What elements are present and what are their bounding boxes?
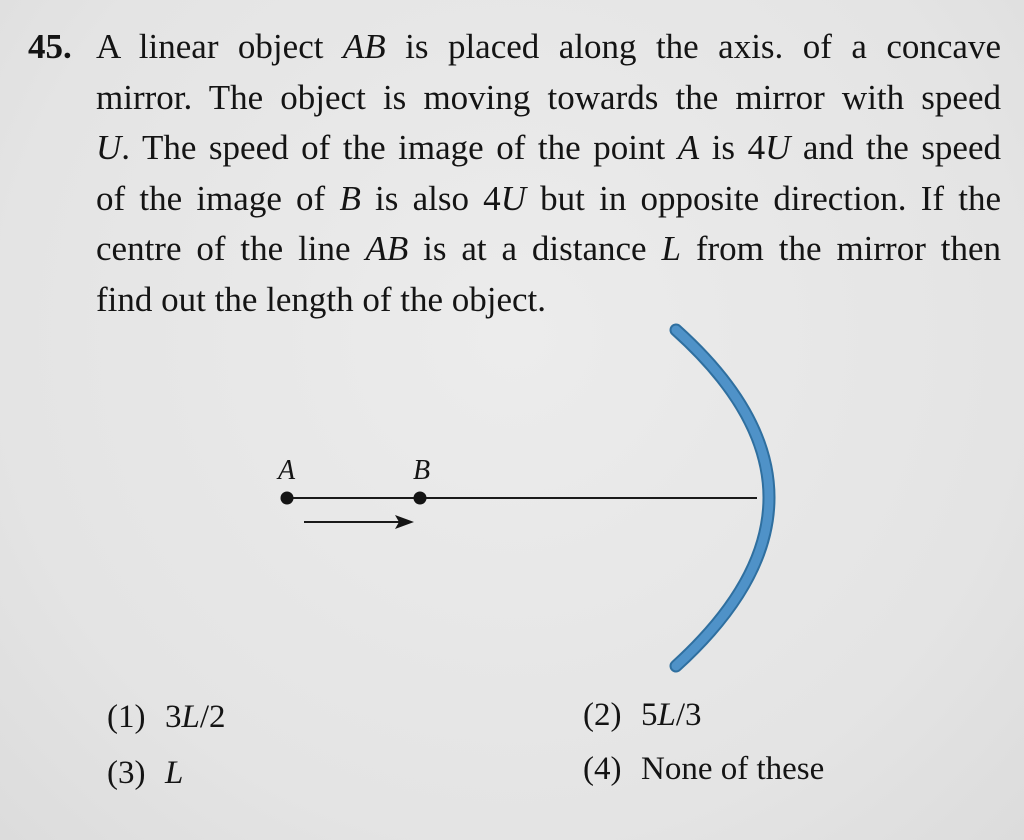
question-text-segment: is 4: [699, 128, 766, 167]
option-3[interactable]: [107, 753, 183, 793]
question-text-segment: is also 4: [360, 178, 501, 218]
option-number: (4): [583, 751, 622, 787]
option-number: (2): [583, 697, 622, 733]
question-text-segment: of the image of: [96, 178, 340, 218]
question-text-segment: but in opposite direction. If the: [525, 178, 1001, 218]
question-variable: L: [661, 229, 681, 268]
question-text-segment: from the mirror then: [680, 229, 1002, 268]
question-variable: AB: [342, 27, 386, 66]
option-value-text: 5: [641, 697, 658, 733]
question-text-segment: and the speed: [790, 128, 1002, 167]
question-variable: A: [677, 128, 700, 167]
question-variable: U: [96, 128, 122, 167]
option-value: [165, 755, 183, 791]
option-number: (3): [107, 755, 146, 791]
question-variable: U: [765, 128, 791, 167]
question-text-segment: . The speed of the image of the point: [121, 128, 678, 167]
question-text-segment: find out the length of the object.: [96, 279, 547, 319]
option-value-text: None of these: [641, 751, 825, 787]
option-value: [641, 697, 702, 733]
option-value: [165, 699, 226, 735]
question-text-segment: is at a distance: [408, 229, 662, 268]
question-variable: B: [339, 178, 361, 218]
question-text-segment: mirror. The object is moving towards the mirror with speed: [96, 77, 1001, 117]
question-text-segment: centre of the line: [96, 229, 366, 268]
option-variable: L: [181, 699, 200, 735]
option-value-rest: /2: [199, 699, 226, 735]
option-value-text: 3: [165, 699, 182, 735]
option-4[interactable]: [583, 749, 824, 789]
option-2[interactable]: [583, 695, 702, 735]
question-number: 45.: [28, 27, 72, 66]
question-text-segment: is placed along the axis. of a concave: [385, 27, 1001, 66]
point-a-label: A: [278, 455, 296, 486]
option-value-rest: /3: [675, 697, 702, 733]
question-variable: U: [500, 178, 526, 218]
option-1[interactable]: [107, 697, 226, 737]
option-variable: L: [657, 697, 676, 733]
point-b-dot: [414, 492, 427, 505]
question-text-segment: A linear object: [96, 27, 343, 66]
option-variable: L: [165, 755, 184, 791]
point-a-dot: [281, 492, 294, 505]
point-b-label: B: [413, 455, 431, 486]
option-number: (1): [107, 699, 146, 735]
option-value: [641, 751, 824, 787]
question-variable: AB: [365, 229, 409, 268]
